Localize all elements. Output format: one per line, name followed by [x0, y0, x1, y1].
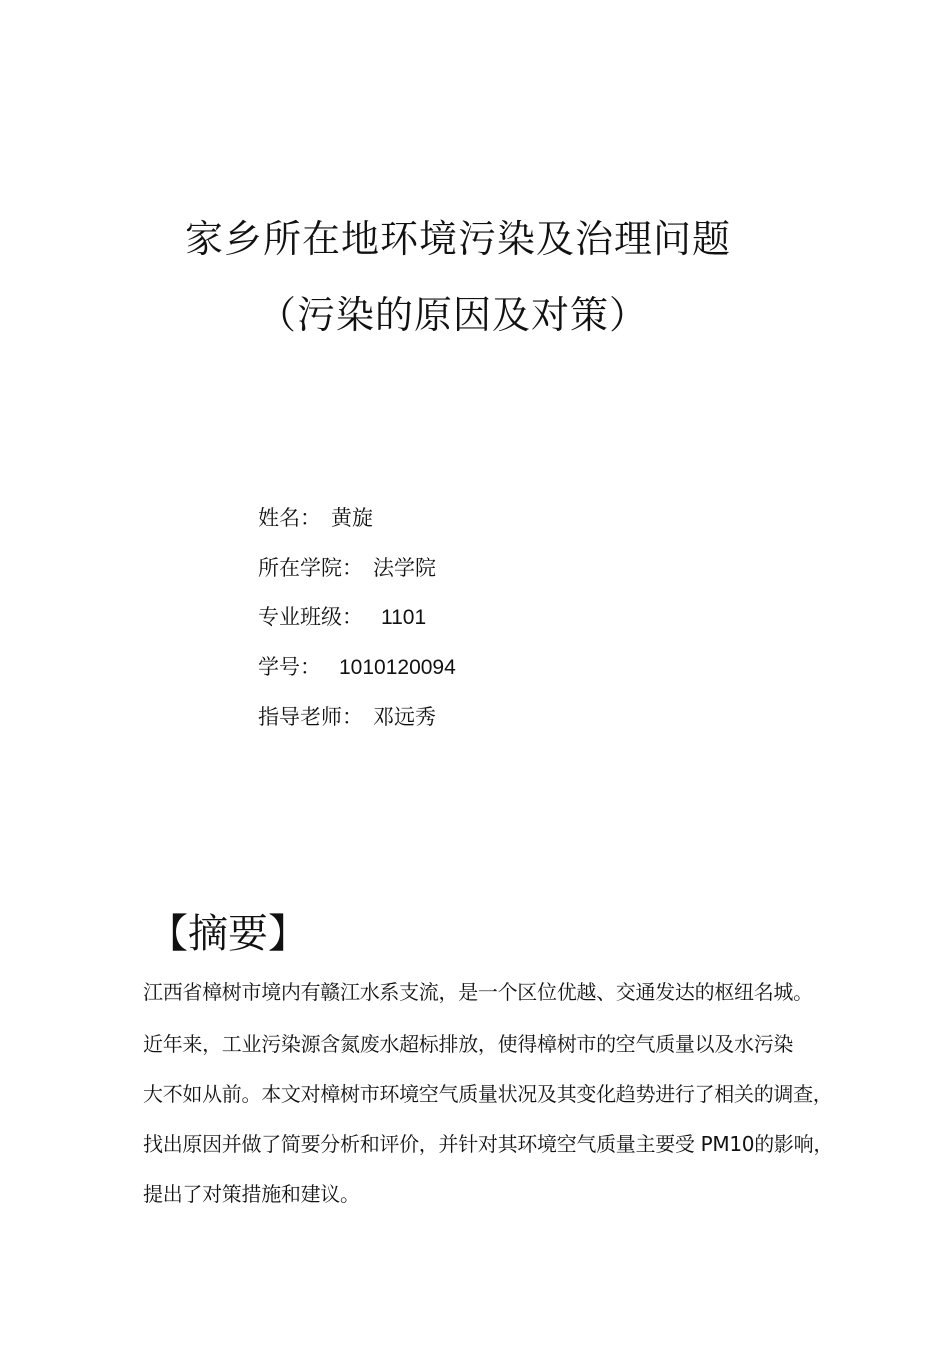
- document-title: 家乡所在地环境污染及治理问题: [185, 217, 732, 261]
- info-class-row: [258, 601, 426, 631]
- class-value: 1101: [381, 606, 427, 629]
- abstract-line: 大不如从前。本文对樟树市环境空气质量状况及其变化趋势进行了相关的调查，: [143, 1082, 833, 1106]
- name-value: 黄旋: [331, 506, 373, 530]
- abstract-heading: 【摘要】: [148, 911, 308, 957]
- student-id-value: 1010120094: [339, 656, 456, 679]
- info-advisor-row: [258, 701, 436, 731]
- abstract-line: 提出了对策措施和建议。: [143, 1182, 360, 1206]
- class-label: 专业班级：: [258, 605, 363, 629]
- advisor-label: 指导老师：: [258, 705, 363, 729]
- info-college-row: [258, 552, 436, 582]
- abstract-line: 找出原因并做了简要分析和评价，并针对其环境空气质量主要受 PM10的影响，: [143, 1132, 834, 1156]
- student-id-label: 学号：: [258, 655, 321, 679]
- abstract-line: 江西省樟树市境内有赣江水系支流，是一个区位优越、交通发达的枢纽名城。: [143, 980, 813, 1004]
- document-subtitle: （污染的原因及对策）: [258, 293, 649, 337]
- college-value: 法学院: [373, 556, 436, 580]
- name-label: 姓名：: [258, 506, 321, 530]
- advisor-value: 邓远秀: [373, 705, 436, 729]
- abstract-line: 近年来，工业污染源含氮废水超标排放，使得樟树市的空气质量以及水污染: [143, 1032, 794, 1056]
- info-name-row: [258, 502, 373, 532]
- info-student-id-row: [258, 651, 456, 681]
- college-label: 所在学院：: [258, 556, 363, 580]
